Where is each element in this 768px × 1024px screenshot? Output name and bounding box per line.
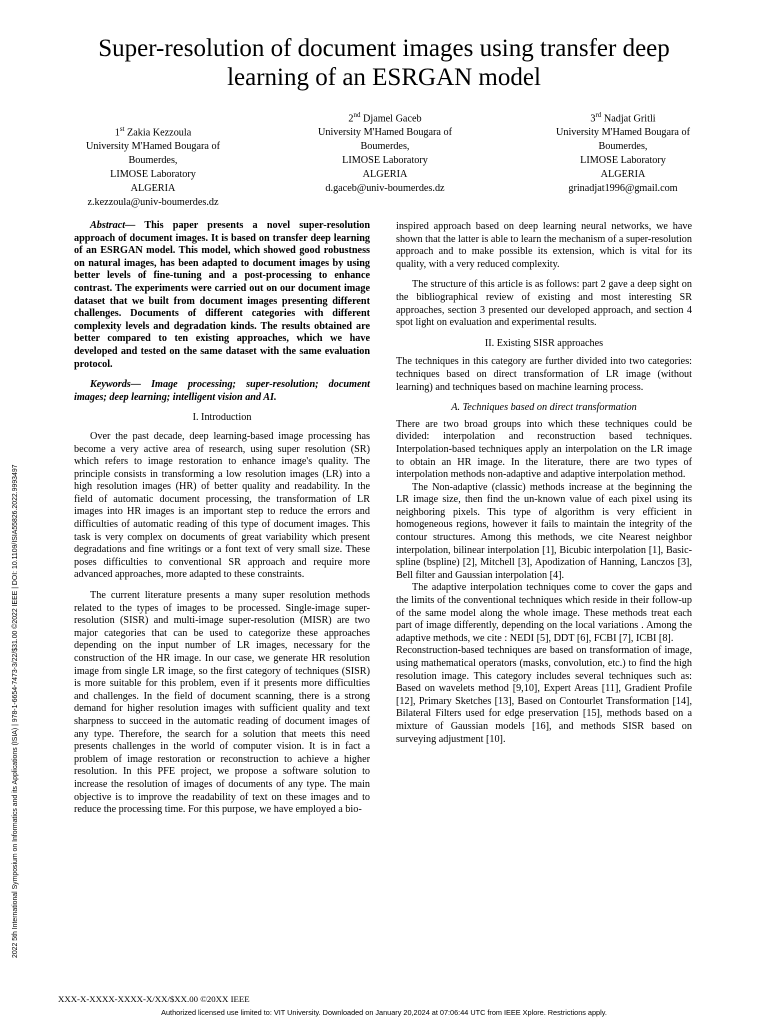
body-paragraph: Over the past decade, deep learning-based image processing has become a very active area of research, using super resolution (SR) which refers to image restoration to enhance image's quality. The principle consists in transforming a low resolution images (LR) into a high resolution images (HR) of better quality and readability. In the field of automatic document processing, the transformation of LR images into HR images is an important step to reduce the errors and difficulties of automatic reading of this type of document images. This task is very complex on documents of great variability which present degradations and fine writings or a font text of very small size. These poses difficulties to conventional SR approach and require more advanced approaches, more adapted to these constraints. — [74, 430, 370, 581]
paper-title — [40, 34, 728, 92]
title-line-1: Super-resolution of document images using transfer deep — [98, 35, 670, 62]
footer-copyright-code: XXX-X-XXXX-XXXX-X/XX/$XX.00 ©20XX IEEE — [58, 994, 250, 1004]
author-block-3: 3rd Nadjat Gritli University M'Hamed Bougara of Boumerdes, LIMOSE Laboratory ALGERIA grinadjat1996@gmail.com — [528, 108, 718, 196]
author-email: grinadjat1996@gmail.com — [568, 183, 678, 195]
keywords — [74, 379, 370, 404]
abstract-text: This paper presents a novel super-resolution approach of document images. It is based on transfer deep learning of an ESRGAN model. This model, which showed good robustness on natural images, has been adapted to document images by using better levels of fine-tuning and a post-processing to enhance contrast. The experiments were carried out on our document image dataset that we built from document images presenting different challenges. Documents of different categories with different complexity levels and degradation kinds. The results obtained are better compared to ten existing approaches, which we have developed and tested on the same dataset with the same evaluation protocol. — [74, 220, 370, 370]
abstract — [74, 220, 370, 371]
author-country: ALGERIA — [600, 169, 646, 181]
abstract-label: Abstract— — [90, 220, 136, 231]
body-paragraph: inspired approach based on deep learning neural networks, we have shown that the latter is able to learn the mechanism of a super-resolution approach and to make possible its extension, which is vital for its quality, with a very reduced complexity. — [396, 221, 692, 270]
author-name: Zakia Kezzoula — [124, 127, 192, 139]
author-country: ALGERIA — [130, 183, 176, 195]
right-column — [396, 221, 692, 746]
keywords-label: Keywords— — [90, 379, 141, 391]
title-line-2: learning of an ESRGAN model — [227, 64, 541, 91]
author-name: Nadjat Gritli — [601, 113, 656, 125]
body-paragraph: There are two broad groups into which these techniques could be divided: interpolation and reconstruction based techniques. Interpolation-based techniques apply an interpolation on the LR image to obtain an HR image. In the literature, there are two types of interpolation methods non-adaptive and adaptive interpolation method. — [396, 418, 692, 481]
author-affiliation: University M'Hamed Bougara of — [86, 141, 220, 153]
author-email: d.gaceb@univ-boumerdes.dz — [325, 183, 445, 195]
author-block-1: 1st Zakia Kezzoula University M'Hamed Bougara of Boumerdes, LIMOSE Laboratory ALGERIA z.kezzoula@univ-boumerdes.dz — [58, 122, 248, 210]
section-heading-existing-sisr: II. Existing SISR approaches — [484, 337, 604, 349]
left-column — [74, 220, 370, 817]
author-affiliation: Boumerdes, — [128, 155, 178, 167]
author-name: Djamel Gaceb — [360, 113, 422, 125]
section-heading-introduction: I. Introduction — [192, 412, 252, 424]
body-paragraph: The current literature presents a many super resolution methods related to the types of images to be processed. Single-image super-resolution (SISR) and multi-image super-resolution (MISR) are two major categories that can be used to categorize these approaches depending on the input number of LR images, necessary for the construction of the HR image. In our case, we generate HR resolution image from single LR image, so the first category of techniques (SISR) is more suitable for this problem, even if it presents more difficulties and challenges. In the field of document scanning, there is a strong demand for higher resolution images with sufficient quality and text sharpness to succeed in the automatic reading of document images of any type. Therefore, the search for a solution that meets this need presents challenges in the world of computer vision. It is in fact a problem of image restoration or reconstruction to achieve a higher resolution. In this PFE project, we propose a software solution to increase the resolution of images of documents of any type. The main objective is to improve the readability of text on these images and to reduce the processing time. For this purpose, we have employed a bio- — [74, 590, 370, 816]
author-email: z.kezzoula@univ-boumerdes.dz — [87, 197, 219, 209]
author-lab: LIMOSE Laboratory — [580, 155, 666, 167]
author-country: ALGERIA — [362, 169, 408, 181]
body-paragraph: Reconstruction-based techniques are based on transformation of image, using mathematical operators (masks, convolution, etc.) to find the high resolution image. This category includes several techniques such as: Based on wavelets method [9,10], Expert Areas [11], Gradient Profile [12], Primary Sketches [13], Based on Contourlet Transformation [14], Bilateral Filters used for edge preservation [15], methods based on a mixture of Gaussian models [16], and methods SISR based on surveying adjustment [10]. — [396, 645, 692, 745]
side-citation: 2022 5th International Symposium on Informatics and its Applications (ISIA) | 978-1-6654-7473-3/22/$31.00 ©2022 IEEE | DOI: 10.1109/ISIA55826.2022.9993497 — [12, 464, 19, 958]
subsection-heading-direct-transformation: A. Techniques based on direct transformation — [451, 402, 637, 414]
body-paragraph: The techniques in this category are further divided into two categories: techniques based on direct transformation of LR image (without learning) and techniques based on machine learning process. — [396, 356, 692, 393]
author-block-2: 2nd Djamel Gaceb University M'Hamed Bougara of Boumerdes, LIMOSE Laboratory ALGERIA d.gaceb@univ-boumerdes.dz — [290, 108, 480, 196]
author-lab: LIMOSE Laboratory — [110, 169, 196, 181]
author-affiliation: University M'Hamed Bougara of — [318, 127, 452, 139]
author-affiliation: Boumerdes, — [360, 141, 410, 153]
body-paragraph: The adaptive interpolation techniques come to cover the gaps and the limits of the conventional techniques which reside in their follow-up of the same model along the whole image. These methods treat each part of image differently, depending on the local variations . Among the adaptive methods, we cite : NEDI [5], DDT [6], FCBI [7], ICBI [8]. — [396, 582, 692, 644]
keywords-text: Image processing; super-resolution; document images; deep learning; intelligent vision and AI. — [74, 379, 370, 403]
body-paragraph: The Non-adaptive (classic) methods increase at the beginning the LR image size, then find the un-known value of each pixel using its neighboring pixels. This type of algorithm is very efficient in homogeneous regions, however it fails to maintain the integrity of the contour structures. Among this methods, we cite Nearest neighbor interpolation, bilinear interpolation [1], Bicubic interpolation [1], Basic-spline (bspline) [2], Mitchell [3], Apodization of Hanning, Lanczos [3], Bell filter and Gaussian interpolation [4]. — [396, 481, 692, 581]
author-affiliation: Boumerdes, — [598, 141, 648, 153]
license-notice: Authorized licensed use limited to: VIT University. Downloaded on January 20,2024 at 07:06:44 UTC from IEEE Xplore. Restrictions apply. — [161, 1008, 607, 1017]
body-paragraph: The structure of this article is as follows: part 2 gave a deep sight on the bibliographical review of existing and most interesting SR approaches, section 3 presented our developed approach, and section 4 spot light on evaluation and experimental results. — [396, 279, 692, 329]
author-affiliation: University M'Hamed Bougara of — [556, 127, 690, 139]
author-lab: LIMOSE Laboratory — [342, 155, 428, 167]
